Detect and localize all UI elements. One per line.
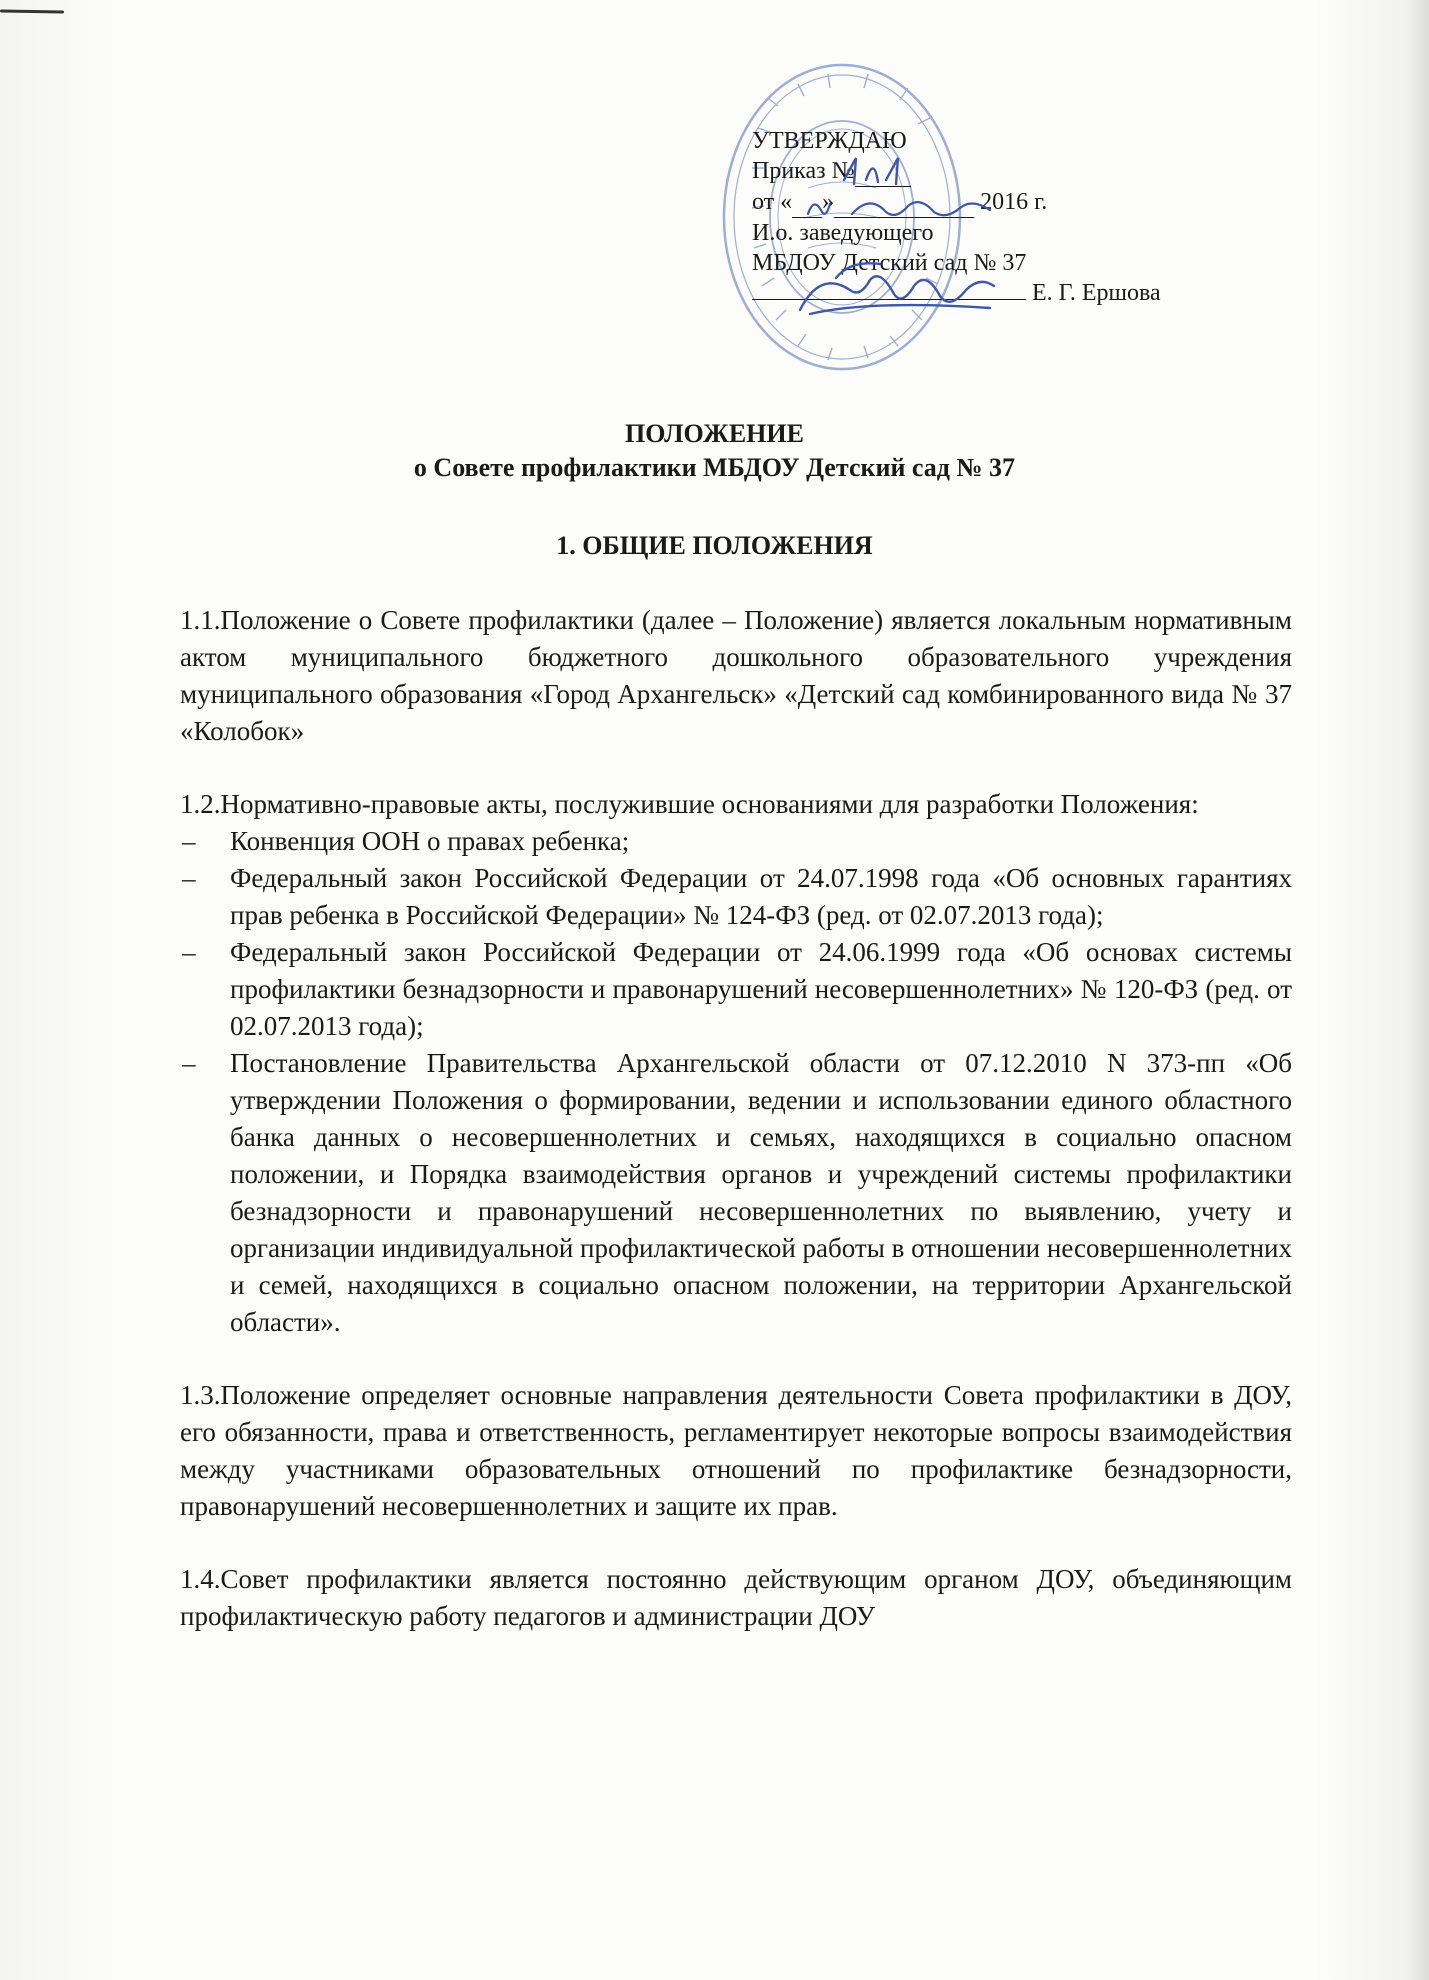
- approver-position: И.о. заведующего: [752, 220, 934, 246]
- date-prefix: от «: [752, 189, 793, 215]
- list-item-text: Постановление Правительства Архангельской области от 07.12.2010 N 373-пп «Об утверждении Положения о формировании, ведении и использовании единого областного банка данных о несовершеннолетних и семьях, находящихся в социально опасном положении, и Порядка взаимодействия органов и учреждений системы профилактики безнадзорности и правонарушений несовершеннолетних по выявлению, учету и организации индивидуальной профилактической работы в отношении несовершеннолетних и семей, находящихся в социально опасном положении, на территории Архангельской области».: [230, 1048, 1293, 1337]
- list-dash: –: [182, 937, 196, 967]
- signer-name: Е. Г. Ершова: [1032, 280, 1161, 306]
- date-year: 2016 г.: [980, 189, 1048, 215]
- approval-heading: УТВЕРЖДАЮ: [752, 128, 907, 154]
- date-quote-close: »: [822, 189, 835, 215]
- scan-shadow: [1405, 0, 1429, 1980]
- paragraph-1-1: 1.1.Положение о Совете профилактики (далее – Положение) является локальным нормативным актом муниципального бюджетного дошкольного образовательного учреждения муниципального образования «Город Архангельск» «Детский сад комбинированного вида № 37 «Колобок»: [180, 605, 1292, 746]
- document-subtitle: о Совете профилактики МБДОУ Детский сад № 37: [413, 453, 1016, 482]
- section-heading: 1. ОБЩИЕ ПОЛОЖЕНИЯ: [556, 531, 873, 560]
- paragraph-1-2: 1.2.Нормативно-правовые акты, послужившие основаниями для разработки Положения:: [180, 789, 1199, 819]
- order-number-line: [752, 156, 1202, 187]
- list-item: [180, 1045, 1292, 1341]
- list-item-text: Конвенция ООН о правах ребенка;: [230, 826, 630, 856]
- list-item-text: Федеральный закон Российской Федерации от 24.06.1999 года «Об основах системы профилактики безнадзорности и правонарушений несовершеннолетних» № 120-ФЗ (ред. от 02.07.2013 года);: [230, 937, 1292, 1041]
- list-dash: –: [182, 1048, 196, 1078]
- approver-organization: МБДОУ Детский сад № 37: [752, 250, 1027, 276]
- handwritten-signature: [790, 250, 1000, 340]
- list-item: [180, 860, 1292, 934]
- paragraph-1-3: 1.3.Положение определяет основные направления деятельности Совета профилактики в ДОУ, его обязанности, права и ответственность, регламентирует некоторые вопросы взаимодействия между участниками образовательных отношений по профилактике безнадзорности, правонарушений несовершеннолетних и защите их прав.: [180, 1380, 1292, 1521]
- legal-acts-list: [180, 823, 1292, 1341]
- paragraph-1-4: 1.4.Совет профилактики является постоянно действующим органом ДОУ, объединяющим профилактическую работу педагогов и администрации ДОУ: [180, 1564, 1292, 1631]
- list-dash: –: [182, 863, 196, 893]
- list-dash: –: [182, 826, 196, 856]
- list-item-text: Федеральный закон Российской Федерации от 24.07.1998 года «Об основных гарантиях прав ребенка в Российской Федерации» № 124-ФЗ (ред. от 02.07.2013 года);: [230, 863, 1292, 930]
- list-item: [180, 823, 1292, 860]
- document-title: ПОЛОЖЕНИЕ: [625, 419, 804, 448]
- order-prefix: Приказ №: [752, 158, 855, 184]
- handwritten-date: [800, 184, 1000, 228]
- scan-edge-mark: [0, 9, 64, 13]
- list-item: [180, 934, 1292, 1045]
- document-body: [180, 602, 1292, 1635]
